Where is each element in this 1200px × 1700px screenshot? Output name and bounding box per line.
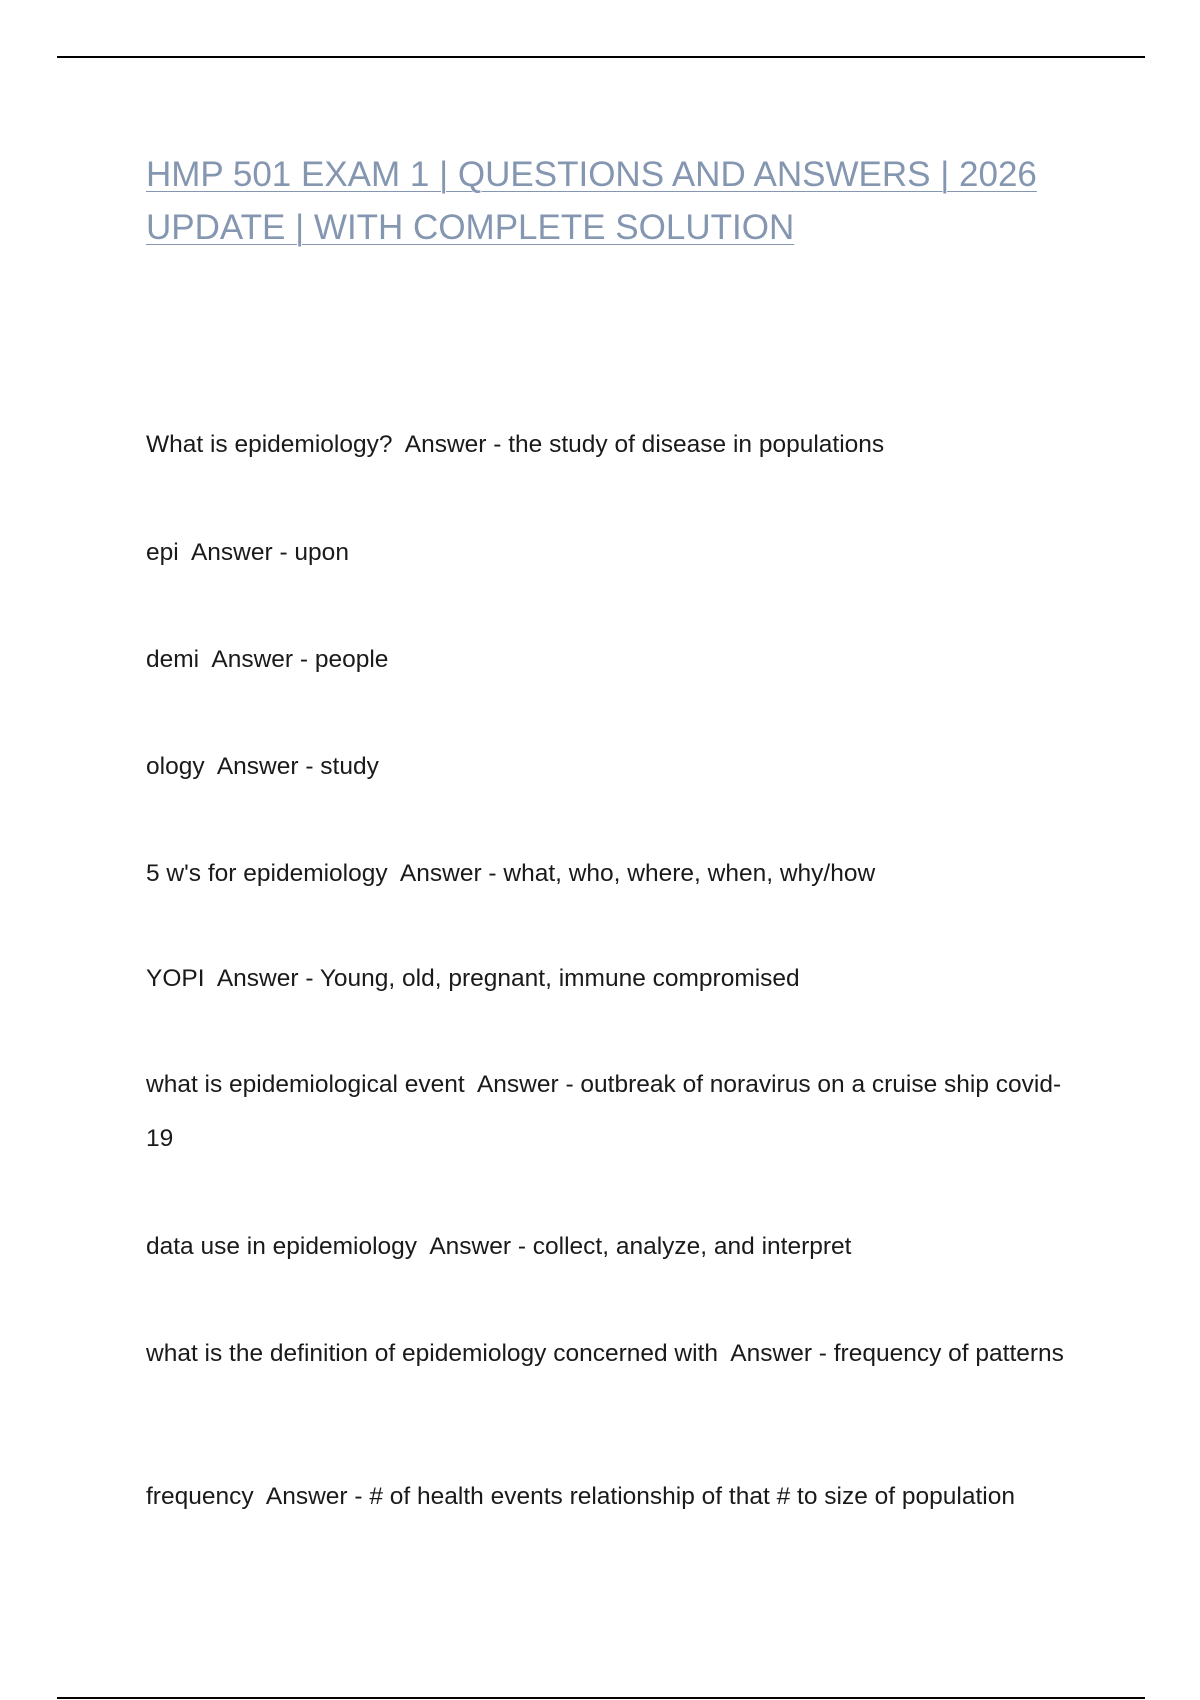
qa-item: [146, 1336, 1066, 1372]
answer-text: Answer - people: [211, 646, 389, 673]
question-text: demi: [146, 646, 200, 673]
document-title: HMP 501 EXAM 1 | QUESTIONS AND ANSWERS | 2026 UPDATE | WITH COMPLETE SOLUTION: [146, 155, 1037, 247]
qa-item: [146, 1479, 1066, 1515]
question-text: epi: [146, 539, 179, 566]
qa-item: [146, 1058, 1066, 1166]
question-text: data use in epidemiology: [146, 1233, 418, 1260]
qa-item: [146, 749, 1066, 785]
answer-text: Answer - collect, analyze, and interpret: [429, 1233, 852, 1260]
qa-item: [146, 1229, 1066, 1265]
qa-item: [146, 535, 1066, 571]
question-text: 5 w's for epidemiology: [146, 860, 388, 887]
answer-text: Answer - what, who, where, when, why/how: [399, 860, 876, 887]
qa-item: [146, 642, 1066, 678]
qa-item: [146, 427, 1066, 463]
question-text: frequency: [146, 1483, 254, 1510]
answer-text: Answer - the study of disease in populations: [404, 431, 885, 458]
answer-text: Answer - outbreak of noravirus on a cruise ship covid-19: [146, 1071, 1062, 1152]
bottom-rule: [57, 1697, 1145, 1699]
question-text: ology: [146, 753, 205, 780]
answer-text: Answer - frequency of patterns: [730, 1340, 1064, 1367]
top-rule: [57, 56, 1145, 58]
answer-text: Answer - # of health events relationship of that # to size of population: [265, 1483, 1015, 1510]
question-text: what is epidemiological event: [146, 1071, 465, 1098]
question-text: YOPI: [146, 965, 205, 992]
question-text: What is epidemiology?: [146, 431, 393, 458]
qa-item: [146, 856, 1066, 892]
qa-item: [146, 961, 1066, 997]
answer-text: Answer - upon: [190, 539, 349, 566]
answer-text: Answer - study: [216, 753, 379, 780]
question-text: what is the definition of epidemiology concerned with: [146, 1340, 719, 1367]
answer-text: Answer - Young, old, pregnant, immune compromised: [216, 965, 800, 992]
